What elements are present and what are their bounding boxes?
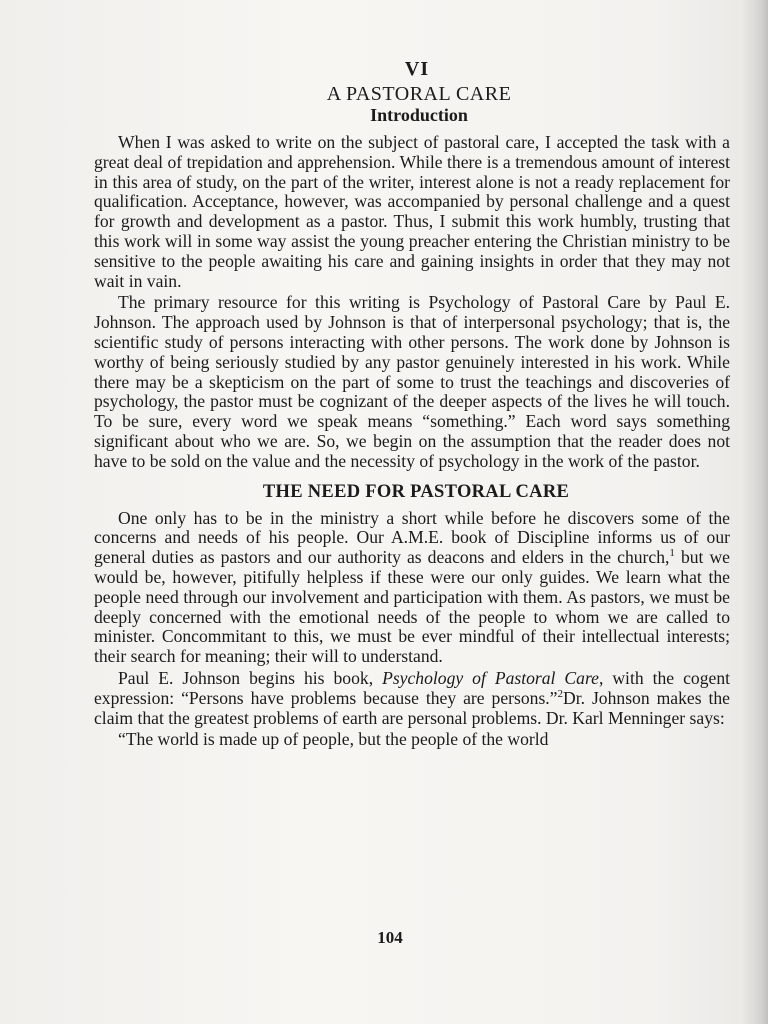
need-paragraph-2-part-a: Paul E. Johnson begins his book, bbox=[118, 667, 383, 688]
book-title: Psychology of Pastoral Care bbox=[382, 667, 599, 688]
chapter-subtitle: Introduction bbox=[370, 105, 468, 125]
need-paragraph-1-part-b: but we would be, however, pitifully helpless if these were our only guides. We learn what the people need through our involvement and participation with them. As pastors, we must be deeply concerned with the emotional needs of the people to whom we are called to minister. Concommitant to this, we must be ever mindful of their intellectual interests; their search for meaning; their will to understand. bbox=[94, 547, 730, 667]
intro-paragraph-1: When I was asked to write on the subject of pastoral care, I accepted the task with a great deal of trepidation and apprehension. While there is a tremendous amount of interest in this area of study, on the part of the writer, interest alone is not a ready replacement for qualification. Acceptance, however, was accompanied by personal challenge and a quest for growth and development as a pastor. Thus, I submit this work humbly, trusting that this work will in some way assist the young preacher entering the Christian ministry to be sensitive to the people awaiting his care and gaining insights in order that they may not wait in vain. bbox=[94, 132, 730, 291]
need-paragraph-1-part-a: One only has to be in the ministry a short while before he discovers some of the concerns and needs of his people. Our A.M.E. book of Discipline informs us of our general duties as pastors and our authority as deacons and elders in the church, bbox=[94, 507, 730, 568]
chapter-title: A PASTORAL CARE bbox=[326, 83, 512, 105]
page-number: 104 bbox=[377, 928, 403, 947]
section-heading: THE NEED FOR PASTORAL CARE bbox=[262, 481, 570, 502]
need-paragraph-2 bbox=[94, 669, 730, 728]
need-paragraph-2-part-c: Dr. Johnson makes the claim that the greatest problems of earth are personal problems. Dr. Karl Menninger says: bbox=[94, 687, 730, 728]
chapter-number: VI bbox=[404, 58, 430, 80]
footnote-marker-1: 1 bbox=[669, 547, 675, 560]
intro-paragraph-2: The primary resource for this writing is Psychology of Pastoral Care by Paul E. Johnson. The approach used by Johnson is that of interpersonal psychology; that is, the scientific study of persons interacting with other persons. The work done by Johnson is worthy of being seriously studied by any pastor genuinely interested in his work. While there may be a skepticism on the part of some to trust the teachings and discoveries of psychology, the pastor must be cognizant of the deeper aspects of the lives he will touch. To be sure, every word we speak means “something.” Each word says something significant about who we are. So, we begin on the assumption that the reader does not have to be sold on the value and the necessity of psychology in the work of the pastor. bbox=[94, 292, 730, 471]
footnote-marker-2: 2 bbox=[557, 687, 563, 700]
page-content bbox=[94, 58, 730, 752]
page-edge-shadow bbox=[742, 0, 768, 1024]
need-paragraph-2-part-b: , with the cogent expression: “Persons have problems because they are persons.” bbox=[94, 667, 730, 708]
quote-start: “The world is made up of people, but the people of the world bbox=[118, 729, 549, 750]
need-paragraph-1 bbox=[94, 509, 730, 667]
